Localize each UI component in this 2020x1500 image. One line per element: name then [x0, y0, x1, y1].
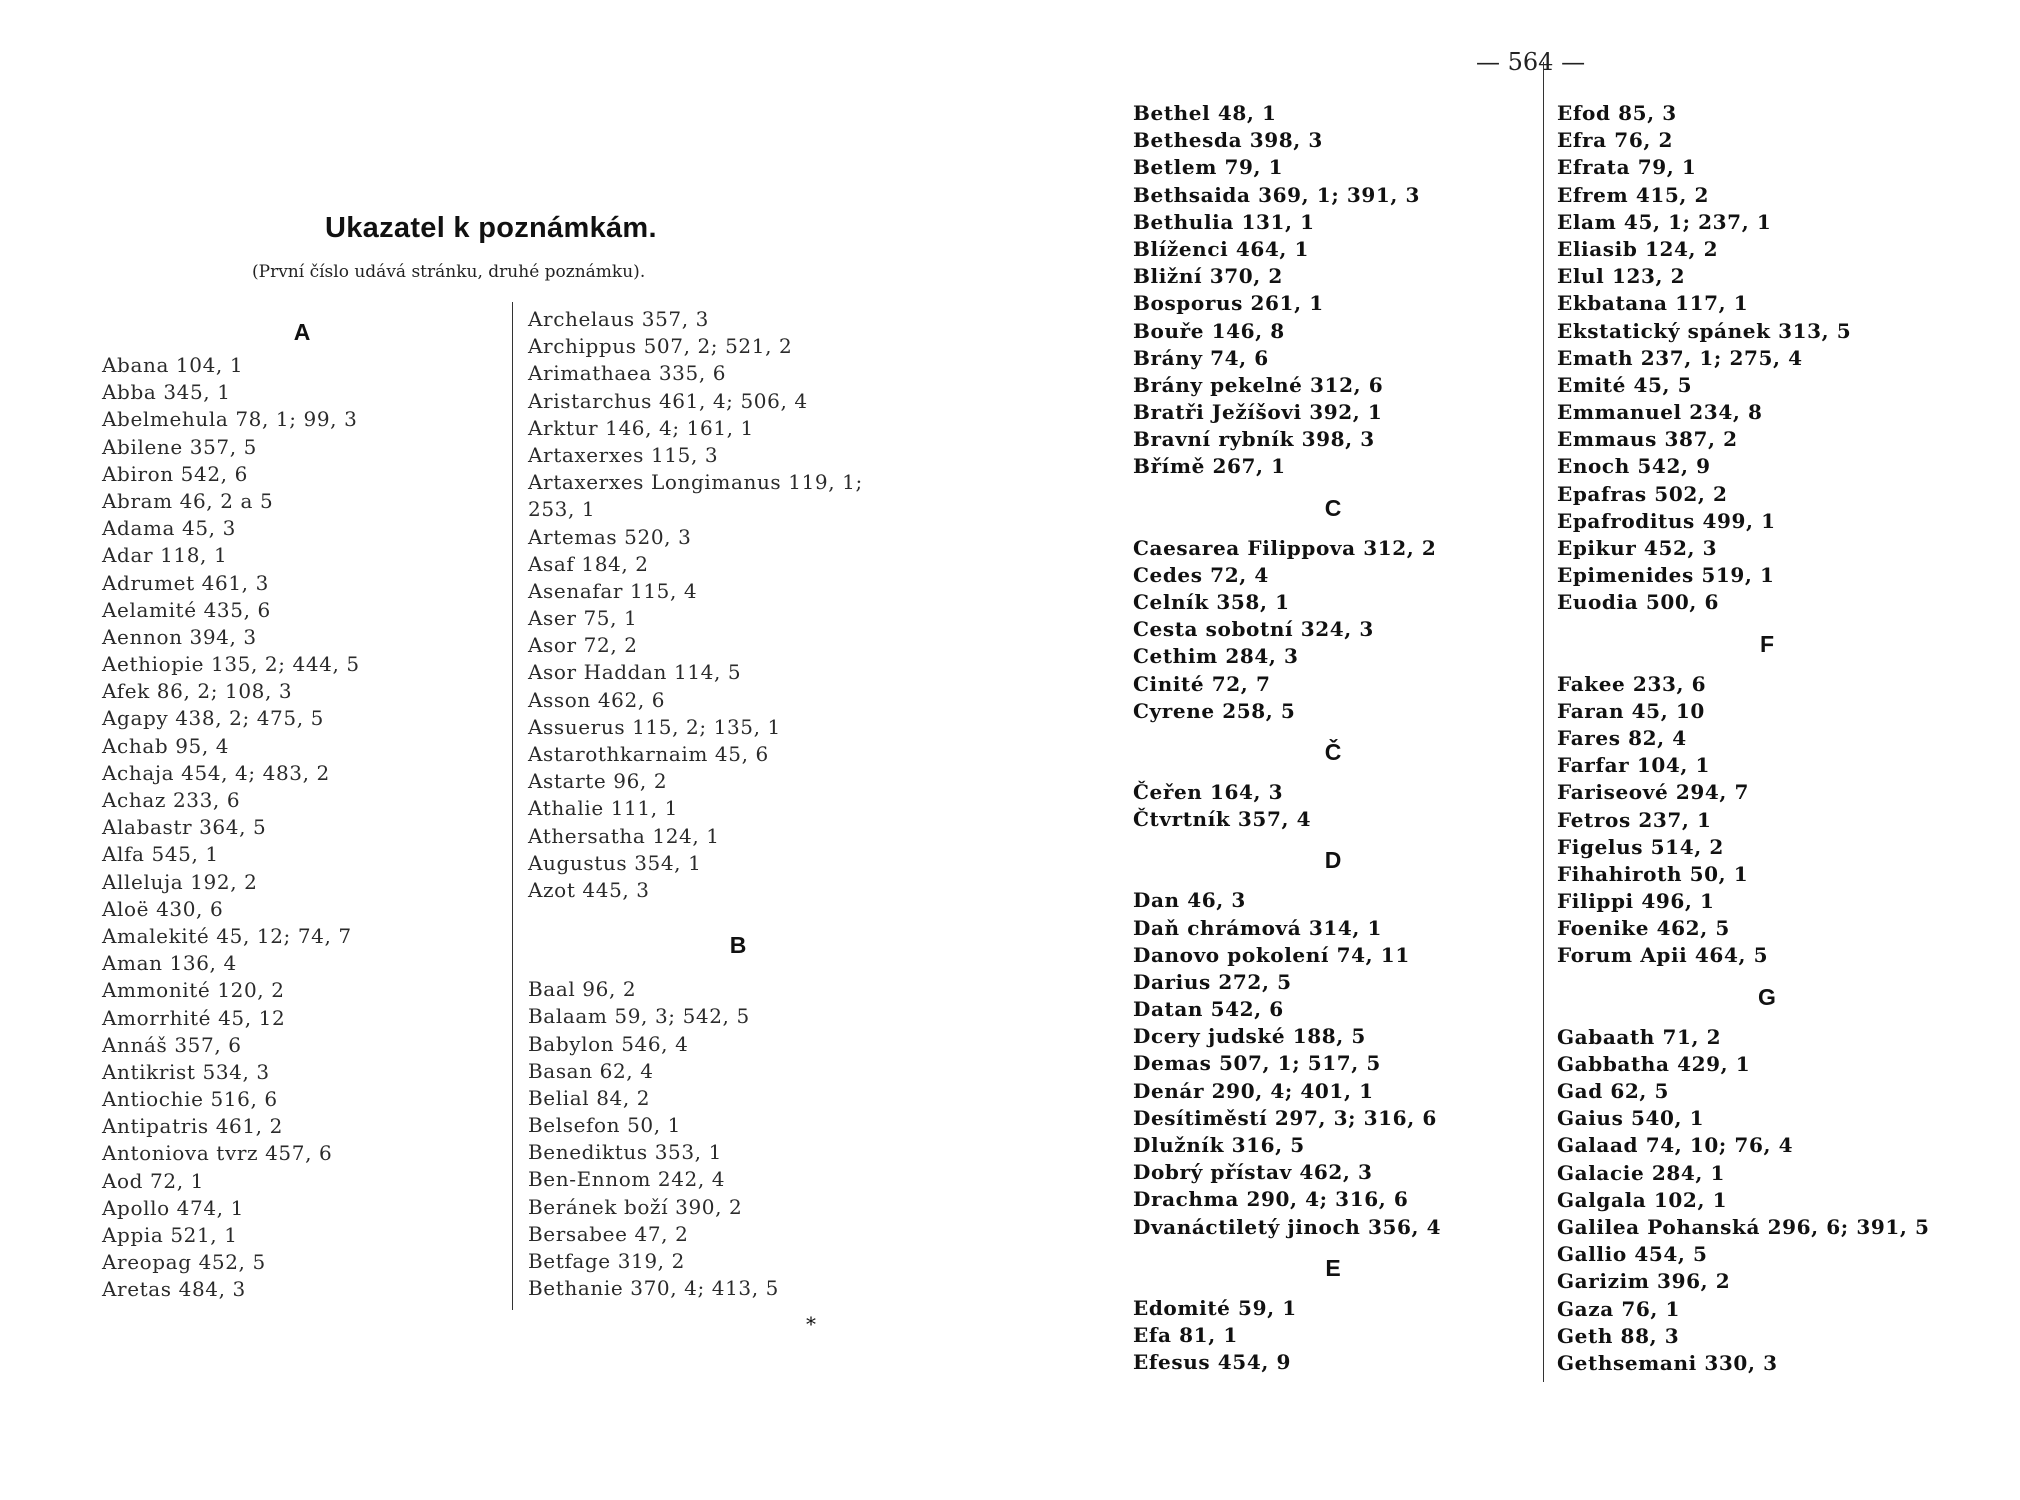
- index-entry: Balaam 59, 3; 542, 5: [528, 1004, 750, 1029]
- index-entry: Ben-Ennom 242, 4: [528, 1167, 726, 1192]
- index-entry: Artemas 520, 3: [528, 524, 692, 549]
- index-entry: Galilea Pohanská 296, 6; 391, 5: [1557, 1214, 1930, 1239]
- section-heading-g: G: [1758, 983, 1776, 1010]
- index-entry: Dan 46, 3: [1133, 888, 1246, 913]
- index-entry: Břímě 267, 1: [1133, 454, 1286, 479]
- index-entry: Cyrene 258, 5: [1133, 698, 1296, 723]
- index-entry: Geth 88, 3: [1557, 1323, 1680, 1348]
- index-entry: Antikrist 534, 3: [102, 1059, 270, 1084]
- section-heading-b: B: [729, 932, 747, 959]
- index-entry: Antiochie 516, 6: [102, 1087, 278, 1112]
- index-entry: Dlužník 316, 5: [1133, 1133, 1305, 1157]
- index-entry: Efesus 454, 9: [1133, 1350, 1291, 1375]
- index-entry: Farfar 104, 1: [1557, 753, 1711, 778]
- index-entry: Afek 86, 2; 108, 3: [102, 679, 293, 704]
- column-divider: [1543, 62, 1544, 1382]
- index-entry: Abba 345, 1: [102, 380, 231, 405]
- index-entry: Epafras 502, 2: [1557, 481, 1728, 506]
- index-entry: Betlem 79, 1: [1133, 155, 1284, 180]
- index-entry: Ekstatický spánek 313, 5: [1557, 318, 1852, 343]
- index-entry: Caesarea Filippova 312, 2: [1133, 535, 1437, 560]
- index-entry: Antipatris 461, 2: [102, 1114, 283, 1139]
- index-entry: Epafroditus 499, 1: [1557, 508, 1776, 533]
- index-entry: Azot 445, 3: [528, 877, 650, 902]
- index-entry: Emité 45, 5: [1557, 372, 1693, 397]
- index-entry: Areopag 452, 5: [102, 1250, 266, 1275]
- right-page: [1010, 0, 2020, 1500]
- index-entry: Efrem 415, 2: [1557, 182, 1710, 207]
- index-subtitle: (První číslo udává stránku, druhé poznámku).: [252, 262, 646, 282]
- index-entry: Efrata 79, 1: [1557, 155, 1697, 180]
- index-entry: Astarte 96, 2: [528, 769, 668, 794]
- index-entry: Aod 72, 1: [102, 1168, 204, 1193]
- entry-list-e-cont: [1557, 100, 1977, 617]
- index-entry: Astarothkarnaim 45, 6: [528, 742, 769, 766]
- entry-list-e: [1133, 1295, 1533, 1377]
- index-entry: Čtvrtník 357, 4: [1133, 807, 1312, 832]
- index-entry: Brány pekelné 312, 6: [1133, 372, 1384, 397]
- index-entry: Augustus 354, 1: [528, 850, 702, 875]
- index-entry: Enoch 542, 9: [1557, 454, 1711, 479]
- index-entry: Elul 123, 2: [1557, 264, 1686, 289]
- index-entry: Baal 96, 2: [528, 977, 637, 1002]
- index-entry: Epimenides 519, 1: [1557, 563, 1775, 588]
- index-entry: Arimathaea 335, 6: [528, 361, 727, 386]
- index-entry: Achaja 454, 4; 483, 2: [102, 760, 330, 785]
- index-entry: Gabbatha 429, 1: [1557, 1051, 1751, 1076]
- index-entry: Desítiměstí 297, 3; 316, 6: [1133, 1105, 1437, 1130]
- index-entry: Archelaus 357, 3: [528, 307, 709, 331]
- index-entry: Emmanuel 234, 8: [1557, 400, 1763, 425]
- index-entry: Adrumet 461, 3: [102, 570, 269, 595]
- index-entry: Bouře 146, 8: [1133, 318, 1285, 343]
- index-entry: Abana 104, 1: [102, 353, 244, 377]
- index-entry: Artaxerxes 115, 3: [528, 442, 719, 467]
- index-entry: Cinité 72, 7: [1133, 671, 1271, 696]
- index-entry: Apollo 474, 1: [102, 1195, 244, 1220]
- index-entry: Gethsemani 330, 3: [1557, 1350, 1778, 1375]
- index-entry: Achaz 233, 6: [102, 788, 241, 812]
- index-entry: Bethel 48, 1: [1133, 101, 1277, 125]
- index-entry: Figelus 514, 2: [1557, 834, 1724, 859]
- index-entry: Athalie 111, 1: [528, 796, 678, 821]
- index-title: Ukazatel k poznámkám.: [325, 212, 657, 244]
- index-entry: Asor Haddan 114, 5: [528, 660, 742, 685]
- index-entry: Drachma 290, 4; 316, 6: [1133, 1187, 1409, 1212]
- index-entry: Darius 272, 5: [1133, 969, 1292, 994]
- index-entry: Bethulia 131, 1: [1133, 209, 1315, 234]
- index-entry: Čeřen 164, 3: [1133, 779, 1284, 804]
- entry-list-g: [1557, 1024, 1977, 1377]
- index-entry: Blíženci 464, 1: [1133, 236, 1310, 261]
- index-entry: Adama 45, 3: [102, 516, 236, 541]
- index-entry: Fakee 233, 6: [1557, 671, 1707, 696]
- index-entry: Arktur 146, 4; 161, 1: [528, 415, 754, 440]
- index-entry: Aman 136, 4: [102, 951, 237, 976]
- index-entry: Faran 45, 10: [1557, 698, 1705, 723]
- index-entry: Belial 84, 2: [528, 1085, 651, 1110]
- index-entry: Efa 81, 1: [1133, 1322, 1238, 1347]
- index-entry: Galacie 284, 1: [1557, 1160, 1726, 1185]
- index-entry: Benediktus 353, 1: [528, 1140, 722, 1165]
- index-entry: Archippus 507, 2; 521, 2: [528, 334, 793, 359]
- index-entry: Celník 358, 1: [1133, 590, 1290, 614]
- index-entry: Abelmehula 78, 1; 99, 3: [102, 407, 358, 432]
- index-entry: Fares 82, 4: [1557, 725, 1687, 750]
- entry-list-a-cont: [528, 306, 948, 904]
- page-number: — 564 —: [1476, 48, 1586, 76]
- entry-list-d: [1133, 887, 1533, 1240]
- section-heading-d: D: [1324, 847, 1342, 874]
- index-entry: Demas 507, 1; 517, 5: [1133, 1051, 1381, 1076]
- section-heading-c: C: [1324, 494, 1342, 521]
- index-entry: Dcery judské 188, 5: [1133, 1024, 1366, 1049]
- index-entry: Aelamité 435, 6: [102, 597, 271, 622]
- index-column-c: [1133, 100, 1533, 1376]
- index-entry: Abiron 542, 6: [102, 461, 248, 486]
- index-entry: Garizim 396, 2: [1557, 1269, 1731, 1294]
- index-entry: Alleluja 192, 2: [102, 869, 258, 894]
- entry-list-c-caron: [1133, 779, 1533, 833]
- index-entry: Aretas 484, 3: [102, 1277, 246, 1302]
- index-entry: Datan 542, 6: [1133, 997, 1284, 1022]
- index-entry: Edomité 59, 1: [1133, 1295, 1297, 1320]
- index-entry: Artaxerxes Longimanus 119, 1;: [528, 470, 863, 495]
- index-entry: Bratři Ježíšovi 392, 1: [1133, 400, 1383, 425]
- footnote-mark: *: [806, 1312, 816, 1336]
- entry-list-b-cont: [1133, 100, 1533, 481]
- index-entry: Gaza 76, 1: [1557, 1296, 1680, 1321]
- section-heading-f: F: [1759, 630, 1775, 657]
- index-entry: Denár 290, 4; 401, 1: [1133, 1078, 1374, 1103]
- column-divider: [512, 302, 513, 1310]
- index-entry: Danovo pokolení 74, 11: [1133, 942, 1410, 967]
- index-entry: Aennon 394, 3: [102, 624, 257, 649]
- index-entry: Cethim 284, 3: [1133, 644, 1299, 669]
- index-entry: Bethsaida 369, 1; 391, 3: [1133, 182, 1421, 207]
- index-entry: Gaius 540, 1: [1557, 1106, 1705, 1131]
- index-entry: Alabastr 364, 5: [102, 815, 267, 840]
- index-entry: Alfa 545, 1: [102, 842, 219, 867]
- index-entry: Emath 237, 1; 275, 4: [1557, 345, 1803, 370]
- index-entry: Euodia 500, 6: [1557, 590, 1720, 615]
- index-entry: Asenafar 115, 4: [528, 578, 698, 603]
- section-heading-e: E: [1325, 1254, 1341, 1281]
- index-entry: Assuerus 115, 2; 135, 1: [528, 714, 781, 739]
- index-entry: Epikur 452, 3: [1557, 536, 1718, 560]
- index-entry: Achab 95, 4: [102, 733, 230, 758]
- index-entry: Filippi 496, 1: [1557, 889, 1715, 914]
- index-entry: Galgala 102, 1: [1557, 1187, 1728, 1212]
- index-entry: Asson 462, 6: [528, 687, 666, 712]
- index-entry: Cesta sobotní 324, 3: [1133, 617, 1374, 642]
- index-entry: Agapy 438, 2; 475, 5: [102, 706, 324, 731]
- index-entry: Aristarchus 461, 4; 506, 4: [528, 388, 808, 413]
- index-entry: Bravní rybník 398, 3: [1133, 427, 1375, 452]
- entry-list-a: [102, 352, 502, 1304]
- index-entry: Fihahiroth 50, 1: [1557, 861, 1749, 886]
- index-entry: Gallio 454, 5: [1557, 1242, 1708, 1267]
- entry-list-b: [528, 976, 948, 1302]
- index-entry: Adar 118, 1: [102, 543, 228, 568]
- index-entry: Aethiopie 135, 2; 444, 5: [102, 652, 360, 677]
- index-entry: Foenike 462, 5: [1557, 916, 1730, 941]
- index-entry: Ammonité 120, 2: [102, 978, 285, 1003]
- index-entry: Efod 85, 3: [1557, 101, 1677, 125]
- index-entry: Amalekité 45, 12; 74, 7: [102, 923, 352, 948]
- index-entry: Cedes 72, 4: [1133, 562, 1269, 587]
- index-entry: Fetros 237, 1: [1557, 807, 1712, 832]
- index-entry: Bližní 370, 2: [1133, 264, 1283, 289]
- index-entry: Abram 46, 2 a 5: [102, 488, 274, 513]
- index-entry: Asor 72, 2: [528, 633, 638, 658]
- index-entry: 253, 1: [528, 497, 596, 522]
- index-entry: Efra 76, 2: [1557, 128, 1673, 153]
- index-entry: Appia 521, 1: [102, 1223, 238, 1247]
- section-heading-c-caron: Č: [1324, 738, 1342, 765]
- index-entry: Fariseové 294, 7: [1557, 780, 1750, 805]
- index-entry: Dvanáctiletý jinoch 356, 4: [1133, 1214, 1442, 1239]
- entry-list-c: [1133, 535, 1533, 725]
- index-entry: Athersatha 124, 1: [528, 823, 720, 848]
- section-heading-a: A: [293, 319, 311, 345]
- index-entry: Annáš 357, 6: [102, 1032, 242, 1057]
- index-column-a: [102, 312, 502, 1304]
- index-entry: Dobrý přístav 462, 3: [1133, 1160, 1373, 1185]
- index-entry: Abilene 357, 5: [102, 434, 257, 459]
- index-entry: Ekbatana 117, 1: [1557, 291, 1749, 316]
- index-entry: Betfage 319, 2: [528, 1249, 685, 1273]
- index-entry: Daň chrámová 314, 1: [1133, 915, 1383, 940]
- index-entry: Forum Apii 464, 5: [1557, 943, 1769, 968]
- index-entry: Brány 74, 6: [1133, 345, 1269, 370]
- index-entry: Antoniova tvrz 457, 6: [102, 1141, 333, 1166]
- index-column-d: [1557, 100, 1977, 1377]
- index-entry: Aser 75, 1: [528, 606, 638, 631]
- index-entry: Aloë 430, 6: [102, 896, 224, 921]
- index-entry: Asaf 184, 2: [528, 551, 649, 576]
- index-entry: Bosporus 261, 1: [1133, 291, 1324, 316]
- index-entry: Gad 62, 5: [1557, 1079, 1670, 1103]
- index-entry: Eliasib 124, 2: [1557, 236, 1719, 261]
- index-entry: Elam 45, 1; 237, 1: [1557, 209, 1772, 234]
- index-entry: Beránek boží 390, 2: [528, 1194, 743, 1219]
- index-entry: Basan 62, 4: [528, 1058, 654, 1083]
- index-entry: Babylon 546, 4: [528, 1031, 689, 1056]
- index-entry: Emmaus 387, 2: [1557, 427, 1738, 452]
- index-entry: Bersabee 47, 2: [528, 1221, 689, 1246]
- index-entry: Gabaath 71, 2: [1557, 1024, 1722, 1049]
- index-entry: Galaad 74, 10; 76, 4: [1557, 1133, 1794, 1158]
- index-entry: Amorrhité 45, 12: [102, 1005, 286, 1030]
- index-entry: Bethanie 370, 4; 413, 5: [528, 1276, 779, 1301]
- index-entry: Bethesda 398, 3: [1133, 128, 1323, 153]
- index-column-b: [528, 306, 948, 1302]
- index-entry: Belsefon 50, 1: [528, 1113, 681, 1138]
- entry-list-f: [1557, 671, 1977, 970]
